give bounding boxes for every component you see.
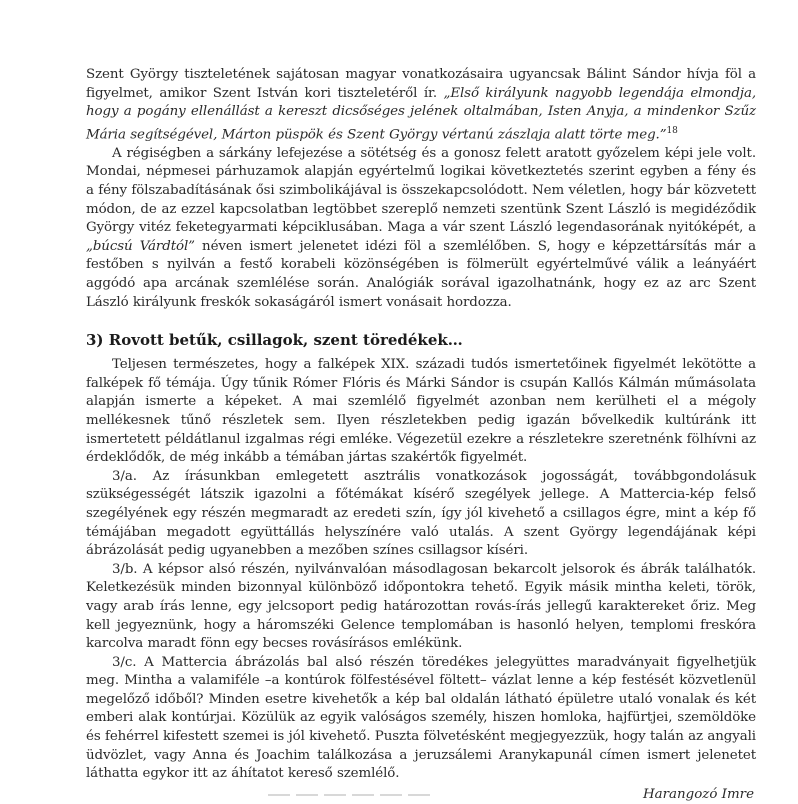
footnote-marker: 18 [666,125,678,136]
paragraph-text: néven ismert jelenetet idézi föl a szemlélőben. S, hogy e képzettársítás már a festőben s nyilván a festő korabeli közönségében is fölmerült egyértelművé válik a leányáért aggódó apa arcának szemlélése során. Analógiák sorával igazolhatnánk, hogy ez az arc Szent László királyunk freskók sokaságáról ismert vonásait hordozza. [86,238,756,310]
paragraph-bálint-quote [86,66,756,145]
paragraph-3c: 3/c. A Mattercia ábrázolás bal alsó részén töredékes jelegyüttes maradványait figyelhetjük meg. Mintha a valamiféle –a kontúrok fölfestésével föltett– vázlat lenne a kép festését közvetlenül megelőző időből? Minden esetre kivehetők a kép bal oldalán látható épületre utaló vonalak és két emberi alak kontúrjai. Közülük az egyik valóságos személy, hiszen homloka, hajfürtjei, szemöldöke és fehérrel kifestett szemei is jól kivehető. Puszta fölvetésként megjegyezzük, hogy talán az angyali üdvözlet, vagy Anna és Joachim találkozása a jeruzsálemi Aranykapunál címen ismert jelenetet láthatta egykor itt az áhítatot kereső szemlélő. [86,654,756,782]
paragraph-intro: Teljesen természetes, hogy a falképek XIX. századi tudós ismertetőinek figyelmét lekötötte a falképek fő témája. Úgy tűnik Rómer Flóris és Márki Sándor is csupán Kallós Kálmán műmásolata alapján ismerte a képeket. A mai szemlélő figyelmét azonban nem kerülheti el a mégoly mellékesnek tűnő részletek sem. Ilyen részletekben pedig igazán bővelkedik kultúránk itt ismertetett példátlanul izgalmas régi emléke. Végezetül ezekre a részletekre szeretnénk fölhívni az érdeklődők, de még inkább a témában jártas szakértők figyelmét. [86,357,756,466]
paragraph-dragon-symbolism [86,145,756,312]
quoted-legend-text: „Első királyunk nagyobb legendája elmondja, hogy a pogány ellenállást a kereszt dicsőséges jelének oltalmában, Isten Anyja, a mindenkor Szűz Mária segítségével, Márton püspök és Szent György vértanú zászlaja alatt törte meg.” [86,85,756,143]
author-byline: Harangozó Imre [643,786,754,802]
section-heading: 3) Rovott betűk, csillagok, szent töredékek… [86,331,463,350]
paragraph-3a: 3/a. Az írásunkban emlegetett asztrális vonatkozások jogosságát, továbbgondolásuk szükségességét látszik igazolni a főtémákat kísérő szegélyek jellege. A Mattercia-kép felső szegélyének egy részén megmaradt az eredeti szín, így jól kivehető a csillagos égre, mint a kép fő témájában megadott együttállás helyszínére való utalás. A szent György legendájának képi ábrázolását pedig ugyanebben a mezőben színes csillagsor kíséri. [86,468,756,559]
faint-footer-mark [268,792,568,798]
quoted-scene-title: „búcsú Várdtól” [86,238,195,254]
paragraph-3b: 3/b. A képsor alsó részén, nyilvánvalóan másodlagosan bekarcolt jelsorok és ábrák találhatók. Keletkezésük minden bizonnyal különböző időpontokra tehető. Egyik másik mintha keleti, török, vagy arab írás lenne, egy jelcsoport pedig határozottan rovás-írás jellegű karaktereket őriz. Meg kell jegyeznünk, hogy a háromszéki Gelence templomában is hasonló helyen, templomi freskóra karcolva maradt fönn egy becses rovásírásos emlékünk. [86,561,756,652]
paragraph-text: A régiségben a sárkány lefejezése a sötétség és a gonosz felett aratott győzelem képi jele volt. Mondai, népmesei párhuzamok alapján egyértelmű logikai következtetés szerint egyben a fény és a fény fölszabadításának ősi szimbolikájával is összekapcsolódott. Nem véletlen, hogy bár közvetett módon, de az ezzel kapcsolatban legtöbbet szereplő nemzeti szentünk Szent László is megidéződik György vitéz feketegyarmati képciklusában. Maga a vár szent László legendasorának nyitóképét, a [86,145,756,236]
paragraph-text: Szent György tiszteletének sajátosan magyar vonatkozásaira ugyancsak Bálint Sándor hívja föl a figyelmet, amikor Szent István kori tiszteletéről ír. [86,67,756,101]
